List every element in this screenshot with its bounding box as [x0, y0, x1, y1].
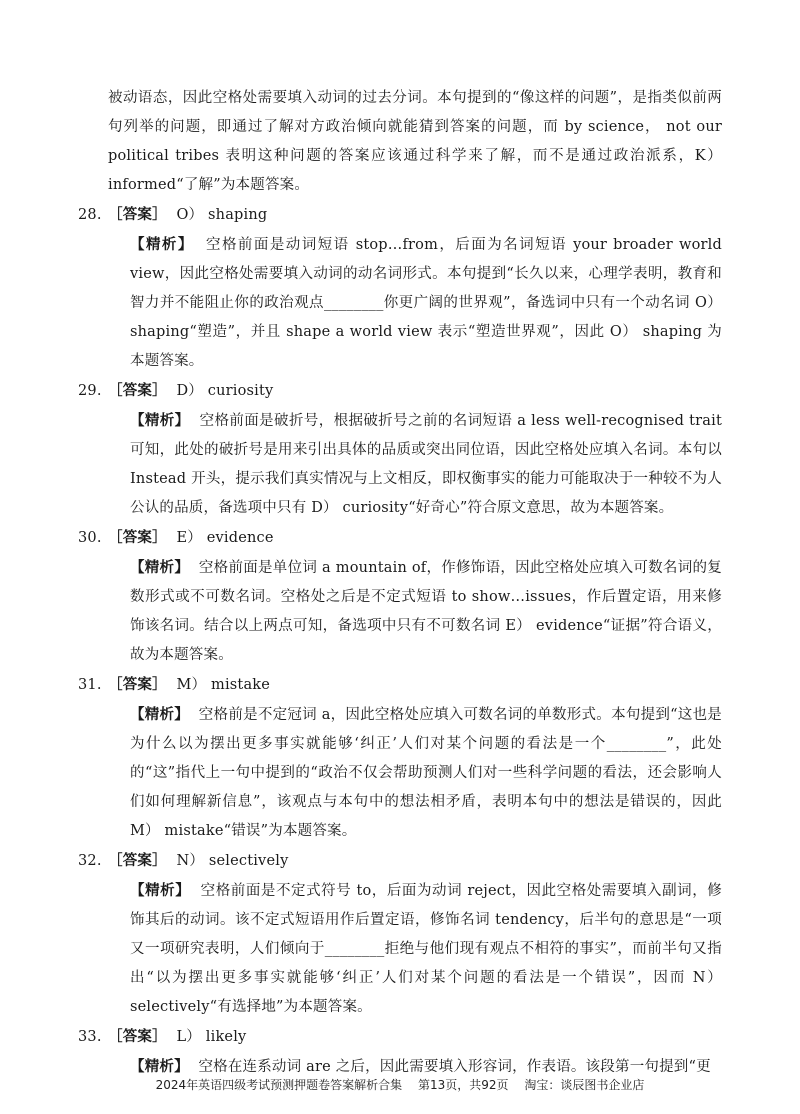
question-number: 32.	[78, 853, 102, 869]
answer-line	[78, 523, 722, 553]
answer-item-28	[78, 200, 722, 376]
footer-shop: 淘宝：谈辰图书企业店	[524, 1078, 645, 1092]
analysis-text: 空格前面是破折号，根据破折号之前的名词短语 a less well-recognised trait 可知，此处的破折号是用来引出具体的品质或突出同位语，因此空格处应填入名词。本句以 Instead 开头，提示我们真实情况与上文相反，即权衡事实的能力可能取决于一种较不为人公认的品质，备选项中只有 D） curiosity“好奇心”符合原文意思，故为本题答案。	[130, 413, 723, 516]
analysis-paragraph	[108, 700, 722, 846]
analysis-text: 空格前面是动词短语 stop…from，后面为名词短语 your broader world view，因此空格处需要填入动词的动名词形式。本句提到“长久以来，心理学表明，教育和智力并不能阻止你的政治观点________你更广阔的世界观”，备选词中只有一个动名词 O） shaping“塑造”，并且 shape a world view 表示“塑造世界观”，因此 O） shaping 为本题答案。	[130, 237, 722, 369]
analysis-tag: 【精析】	[130, 882, 191, 899]
answer-value: D） curiosity	[176, 383, 274, 399]
intro-paragraph: 被动语态，因此空格处需要填入动词的过去分词。本句提到的“像这样的问题”，是指类似前两句列举的问题，即通过了解对方政治倾向就能猜到答案的问题，而 by science， not our political tribes 表明这种问题的答案应该通过科学来了解，而不是通过政治派系，K） informed“了解”为本题答案。	[108, 90, 722, 193]
analysis-text: 空格前面是不定式符号 to，后面为动词 reject，因此空格处需要填入副词，修饰其后的动词。该不定式短语用作后置定语，修饰名词 tendency，后半句的意思是“一项又一项研究表明，人们倾向于________拒绝与他们现有观点不相符的事实”，而前半句又指出“以为摆出更多事实就能够‘纠正’人们对某个问题的看法是一个错误”，因而 N） selectively“有选择地”为本题答案。	[130, 883, 722, 1015]
answer-value: E） evidence	[176, 530, 274, 546]
answer-item-33	[78, 1022, 722, 1082]
answer-value: L） likely	[176, 1029, 247, 1045]
answer-line	[78, 1022, 722, 1052]
answer-tag: ［答案］	[108, 529, 167, 546]
question-number: 29.	[78, 383, 102, 399]
answer-line	[78, 376, 722, 406]
page-content	[78, 84, 723, 1082]
question-number: 28.	[78, 207, 102, 223]
analysis-text: 空格前面是单位词 a mountain of，作修饰语，因此空格处应填入可数名词的复数形式或不可数名词。空格处之后是不定式短语 to show…issues，作后置定语，用来修饰该名词。结合以上两点可知，备选项中只有不可数名词 E） evidence“证据”符合语义，故为本题答案。	[130, 560, 722, 663]
answer-item-32	[78, 846, 722, 1022]
analysis-text: 空格在连系动词 are 之后，因此需要填入形容词，作表语。该段第一句提到“更	[198, 1059, 711, 1075]
answer-tag: ［答案］	[108, 852, 167, 869]
answer-tag: ［答案］	[108, 1028, 167, 1045]
analysis-paragraph	[108, 553, 722, 670]
analysis-paragraph	[108, 406, 722, 523]
analysis-paragraph	[108, 876, 722, 1022]
answer-tag: ［答案］	[108, 206, 167, 223]
answer-value: O） shaping	[176, 207, 268, 223]
answer-line	[78, 846, 722, 876]
footer-title: 2024年英语四级考试预测押题卷答案解析合集	[155, 1078, 403, 1092]
analysis-tag: 【精析】	[130, 236, 194, 253]
analysis-text: 空格前是不定冠词 a，因此空格处应填入可数名词的单数形式。本句提到“这也是为什么以为摆出更多事实就能够‘纠正’人们对某个问题的看法是一个________”，此处的“这”指代上一句中提到的“政治不仅会帮助预测人们对一些科学问题的看法，还会影响人们如何理解新信息”，该观点与本句中的想法相矛盾，表明本句中的想法是错误的，因此 M） mistake“错误”为本题答案。	[130, 707, 722, 839]
question-number: 30.	[78, 530, 102, 546]
answer-line	[78, 670, 722, 700]
analysis-tag: 【精析】	[130, 559, 190, 576]
analysis-tag: 【精析】	[130, 412, 190, 429]
analysis-tag: 【精析】	[130, 1058, 189, 1075]
answer-tag: ［答案］	[108, 382, 167, 399]
question-number: 31.	[78, 677, 102, 693]
footer-page-number: 第13页，共92页	[417, 1078, 509, 1092]
answer-item-31	[78, 670, 722, 846]
analysis-tag: 【精析】	[130, 706, 190, 723]
question-number: 33.	[78, 1029, 102, 1045]
analysis-paragraph	[108, 230, 722, 376]
answer-value: N） selectively	[176, 853, 289, 869]
answer-item-29	[78, 376, 723, 523]
answer-item-30	[78, 523, 722, 670]
answer-value: M） mistake	[176, 677, 271, 693]
page-footer	[0, 1077, 800, 1093]
answer-tag: ［答案］	[108, 676, 167, 693]
answer-line	[78, 200, 722, 230]
